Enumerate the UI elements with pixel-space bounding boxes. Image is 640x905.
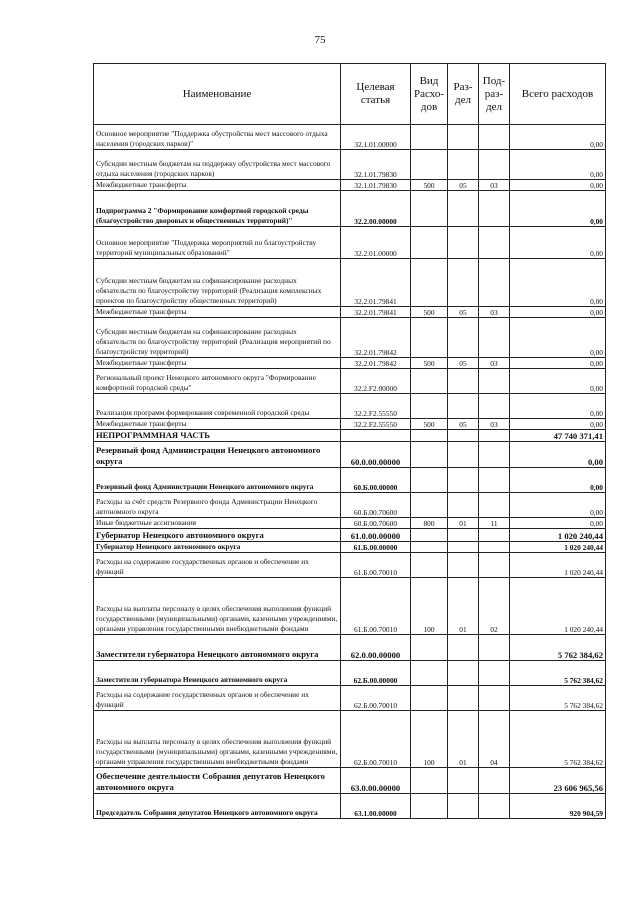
row-kind: 500 xyxy=(411,358,448,369)
row-section xyxy=(448,227,479,259)
row-target-code: 61.Б.00.00000 xyxy=(341,542,411,553)
row-section xyxy=(448,542,479,553)
row-section xyxy=(448,794,479,819)
table-row xyxy=(94,661,606,686)
row-section xyxy=(448,529,479,542)
row-subsection xyxy=(479,542,510,553)
header-name: Наименование xyxy=(94,64,341,125)
row-name: Заместители губернатора Ненецкого автономного округа xyxy=(94,635,341,661)
row-amount: 0,00 xyxy=(510,150,606,180)
row-section xyxy=(448,635,479,661)
table-row xyxy=(94,686,606,711)
row-kind xyxy=(411,529,448,542)
table-row xyxy=(94,191,606,227)
table-row xyxy=(94,578,606,635)
row-amount: 1 020 240,44 xyxy=(510,578,606,635)
row-amount: 5 762 384,62 xyxy=(510,635,606,661)
row-amount: 1 020 240,44 xyxy=(510,529,606,542)
row-amount: 0,00 xyxy=(510,259,606,307)
row-name: Иные бюджетные ассигнования xyxy=(94,518,341,529)
row-section: 01 xyxy=(448,711,479,768)
row-section xyxy=(448,553,479,578)
row-amount: 0,00 xyxy=(510,227,606,259)
table-row xyxy=(94,529,606,542)
row-kind xyxy=(411,369,448,394)
row-target-code: 60.Б.00.70600 xyxy=(341,518,411,529)
row-name: Межбюджетные трансферты xyxy=(94,307,341,318)
table-row xyxy=(94,394,606,419)
row-amount: 0,00 xyxy=(510,442,606,468)
row-target-code: 32.1.01.79830 xyxy=(341,150,411,180)
row-kind xyxy=(411,150,448,180)
row-target-code: 32.1.01.79830 xyxy=(341,180,411,191)
row-amount: 0,00 xyxy=(510,369,606,394)
row-section: 01 xyxy=(448,518,479,529)
row-amount: 0,00 xyxy=(510,125,606,150)
row-amount: 0,00 xyxy=(510,191,606,227)
row-name: Резервный фонд Администрации Ненецкого автономного округа xyxy=(94,442,341,468)
row-subsection: 03 xyxy=(479,180,510,191)
row-section xyxy=(448,369,479,394)
row-name: Межбюджетные трансферты xyxy=(94,180,341,191)
row-amount: 5 762 384,62 xyxy=(510,661,606,686)
row-kind xyxy=(411,794,448,819)
table-row xyxy=(94,419,606,430)
row-target-code: 32.2.F2.55550 xyxy=(341,394,411,419)
row-name: Реализация программ формирования современной городской среды xyxy=(94,394,341,419)
row-section xyxy=(448,430,479,442)
row-subsection xyxy=(479,318,510,358)
row-section xyxy=(448,493,479,518)
row-section xyxy=(448,150,479,180)
row-name: Губернатор Ненецкого автономного округа xyxy=(94,542,341,553)
row-target-code: 61.Б.00.70010 xyxy=(341,578,411,635)
row-target-code: 32.2.01.00000 xyxy=(341,227,411,259)
row-subsection: 03 xyxy=(479,419,510,430)
header-total: Всего расходов xyxy=(510,64,606,125)
row-kind xyxy=(411,686,448,711)
row-target-code: 63.1.00.00000 xyxy=(341,794,411,819)
row-kind: 500 xyxy=(411,419,448,430)
row-subsection xyxy=(479,553,510,578)
table-row xyxy=(94,318,606,358)
row-kind: 500 xyxy=(411,307,448,318)
row-subsection: 03 xyxy=(479,358,510,369)
row-amount: 0,00 xyxy=(510,180,606,191)
row-target-code: 32.2.01.79842 xyxy=(341,318,411,358)
row-subsection xyxy=(479,430,510,442)
row-kind xyxy=(411,442,448,468)
row-subsection xyxy=(479,150,510,180)
header-section: Раз- дел xyxy=(448,64,479,125)
row-name: Расходы на выплаты персоналу в целях обеспечения выполнения функций государственными (муниципальными) органами, казенными учреждениями, органами управления государственными внебюджетными фондами xyxy=(94,711,341,768)
row-kind xyxy=(411,635,448,661)
table-row xyxy=(94,442,606,468)
row-target-code: 60.0.00.00000 xyxy=(341,442,411,468)
row-section xyxy=(448,191,479,227)
row-subsection xyxy=(479,259,510,307)
row-subsection xyxy=(479,529,510,542)
row-kind: 100 xyxy=(411,711,448,768)
row-target-code: 32.2.01.79842 xyxy=(341,358,411,369)
table-row xyxy=(94,430,606,442)
row-name: Расходы на выплаты персоналу в целях обеспечения выполнения функций государственными (муниципальными) органами, казенными учреждениями, органами управления государственными внебюджетными фондами xyxy=(94,578,341,635)
row-target-code: 62.Б.00.00000 xyxy=(341,661,411,686)
row-amount: 0,00 xyxy=(510,419,606,430)
row-section: 05 xyxy=(448,307,479,318)
row-subsection xyxy=(479,442,510,468)
table-row xyxy=(94,794,606,819)
row-subsection xyxy=(479,468,510,493)
row-kind xyxy=(411,259,448,307)
row-section: 05 xyxy=(448,358,479,369)
row-subsection: 11 xyxy=(479,518,510,529)
row-target-code: 62.Б.00.70010 xyxy=(341,711,411,768)
row-target-code: 60.Б.00.00000 xyxy=(341,468,411,493)
row-section xyxy=(448,394,479,419)
row-amount: 0,00 xyxy=(510,468,606,493)
row-target-code: 32.2.01.79841 xyxy=(341,259,411,307)
row-target-code: 32.1.01.00000 xyxy=(341,125,411,150)
row-kind xyxy=(411,553,448,578)
row-section xyxy=(448,686,479,711)
row-section xyxy=(448,661,479,686)
row-name: Председатель Собрания депутатов Ненецкого автономного округа xyxy=(94,794,341,819)
row-name: Субсидии местным бюджетам на софинансирование расходных обязательств по благоустройству территорий (Реализация комплексных проектов по благоустройству общественных территорий) xyxy=(94,259,341,307)
row-target-code: 32.2.00.00000 xyxy=(341,191,411,227)
row-amount: 0,00 xyxy=(510,318,606,358)
row-section: 05 xyxy=(448,419,479,430)
page-number: 75 xyxy=(314,34,326,46)
row-name: НЕПРОГРАММНАЯ ЧАСТЬ xyxy=(94,430,341,442)
row-amount: 5 762 384,62 xyxy=(510,711,606,768)
row-target-code: 32.2.F2.55550 xyxy=(341,419,411,430)
row-subsection xyxy=(479,768,510,794)
row-target-code: 60.Б.00.70600 xyxy=(341,493,411,518)
header-subsection: Под- раз- дел xyxy=(479,64,510,125)
row-target-code: 32.2.01.79841 xyxy=(341,307,411,318)
table-row xyxy=(94,358,606,369)
row-subsection xyxy=(479,635,510,661)
row-name: Заместители губернатора Ненецкого автономного округа xyxy=(94,661,341,686)
table-row xyxy=(94,768,606,794)
row-kind xyxy=(411,394,448,419)
row-kind xyxy=(411,430,448,442)
row-subsection xyxy=(479,794,510,819)
row-name: Региональный проект Ненецкого автономного округа "Формирование комфортной городской среды" xyxy=(94,369,341,394)
row-kind xyxy=(411,125,448,150)
row-subsection xyxy=(479,686,510,711)
table-row xyxy=(94,635,606,661)
row-amount: 0,00 xyxy=(510,493,606,518)
table-row xyxy=(94,711,606,768)
table-row xyxy=(94,468,606,493)
row-subsection xyxy=(479,661,510,686)
row-target-code: 62.0.00.00000 xyxy=(341,635,411,661)
budget-table xyxy=(93,63,606,819)
table-row xyxy=(94,307,606,318)
header-row xyxy=(94,64,606,125)
table-row xyxy=(94,542,606,553)
row-name: Обеспечение деятельности Собрания депутатов Ненецкого автономного округа xyxy=(94,768,341,794)
row-kind xyxy=(411,318,448,358)
row-target-code: 61.0.00.00000 xyxy=(341,529,411,542)
row-amount: 0,00 xyxy=(510,394,606,419)
row-name: Межбюджетные трансферты xyxy=(94,358,341,369)
table-row xyxy=(94,493,606,518)
row-kind: 800 xyxy=(411,518,448,529)
row-target-code: 63.0.00.00000 xyxy=(341,768,411,794)
table-row xyxy=(94,227,606,259)
row-target-code xyxy=(341,430,411,442)
row-kind xyxy=(411,191,448,227)
row-kind xyxy=(411,468,448,493)
row-target-code: 32.2.F2.00000 xyxy=(341,369,411,394)
row-section xyxy=(448,468,479,493)
row-subsection: 04 xyxy=(479,711,510,768)
header-target: Целевая статья xyxy=(341,64,411,125)
header-kind: Вид Расхо- дов xyxy=(411,64,448,125)
row-section xyxy=(448,259,479,307)
row-amount: 0,00 xyxy=(510,307,606,318)
row-name: Основное мероприятие "Поддержка мероприятий по благоустройству территорий муниципальных образований" xyxy=(94,227,341,259)
row-kind xyxy=(411,768,448,794)
row-kind xyxy=(411,227,448,259)
row-target-code: 61.Б.00.70010 xyxy=(341,553,411,578)
row-name: Субсидии местным бюджетам на поддержку обустройства мест массового отдыха населения (городских парков) xyxy=(94,150,341,180)
row-name: Расходы на содержание государственных органов и обеспечение их функций xyxy=(94,553,341,578)
row-amount: 23 606 965,56 xyxy=(510,768,606,794)
row-amount: 0,00 xyxy=(510,358,606,369)
row-name: Подпрограмма 2 "Формирование комфортной городской среды (благоустройство дворовых и общественных территорий)" xyxy=(94,191,341,227)
table-row xyxy=(94,518,606,529)
row-subsection xyxy=(479,191,510,227)
row-section: 01 xyxy=(448,578,479,635)
row-subsection xyxy=(479,493,510,518)
row-subsection xyxy=(479,227,510,259)
row-amount: 1 020 240,44 xyxy=(510,542,606,553)
row-kind: 500 xyxy=(411,180,448,191)
table-row xyxy=(94,125,606,150)
row-kind xyxy=(411,661,448,686)
row-subsection xyxy=(479,369,510,394)
row-name: Межбюджетные трансферты xyxy=(94,419,341,430)
row-kind: 100 xyxy=(411,578,448,635)
row-kind xyxy=(411,493,448,518)
row-section xyxy=(448,442,479,468)
row-subsection xyxy=(479,125,510,150)
row-name: Основное мероприятие "Поддержка обустройства мест массового отдыха населения (городских парков)" xyxy=(94,125,341,150)
row-kind xyxy=(411,542,448,553)
row-amount: 0,00 xyxy=(510,518,606,529)
row-name: Расходы на содержание государственных органов и обеспечение их функций xyxy=(94,686,341,711)
row-subsection: 02 xyxy=(479,578,510,635)
table-row xyxy=(94,553,606,578)
row-target-code: 62.Б.00.70010 xyxy=(341,686,411,711)
row-section xyxy=(448,125,479,150)
row-name: Резервный фонд Администрации Ненецкого автономного округа xyxy=(94,468,341,493)
row-section xyxy=(448,318,479,358)
table-row xyxy=(94,150,606,180)
table-row xyxy=(94,180,606,191)
row-name: Губернатор Ненецкого автономного округа xyxy=(94,529,341,542)
row-amount: 5 762 384,62 xyxy=(510,686,606,711)
row-amount: 1 020 240,44 xyxy=(510,553,606,578)
row-section xyxy=(448,768,479,794)
row-subsection xyxy=(479,394,510,419)
row-amount: 47 740 371,41 xyxy=(510,430,606,442)
table-row xyxy=(94,369,606,394)
table-row xyxy=(94,259,606,307)
row-section: 05 xyxy=(448,180,479,191)
row-name: Расходы за счёт средств Резервного фонда Администрации Ненецкого автономного округа xyxy=(94,493,341,518)
row-name: Субсидии местным бюджетам на софинансирование расходных обязательств по благоустройству территорий (Реализация мероприятий по благоустройству территорий) xyxy=(94,318,341,358)
row-amount: 920 904,59 xyxy=(510,794,606,819)
row-subsection: 03 xyxy=(479,307,510,318)
